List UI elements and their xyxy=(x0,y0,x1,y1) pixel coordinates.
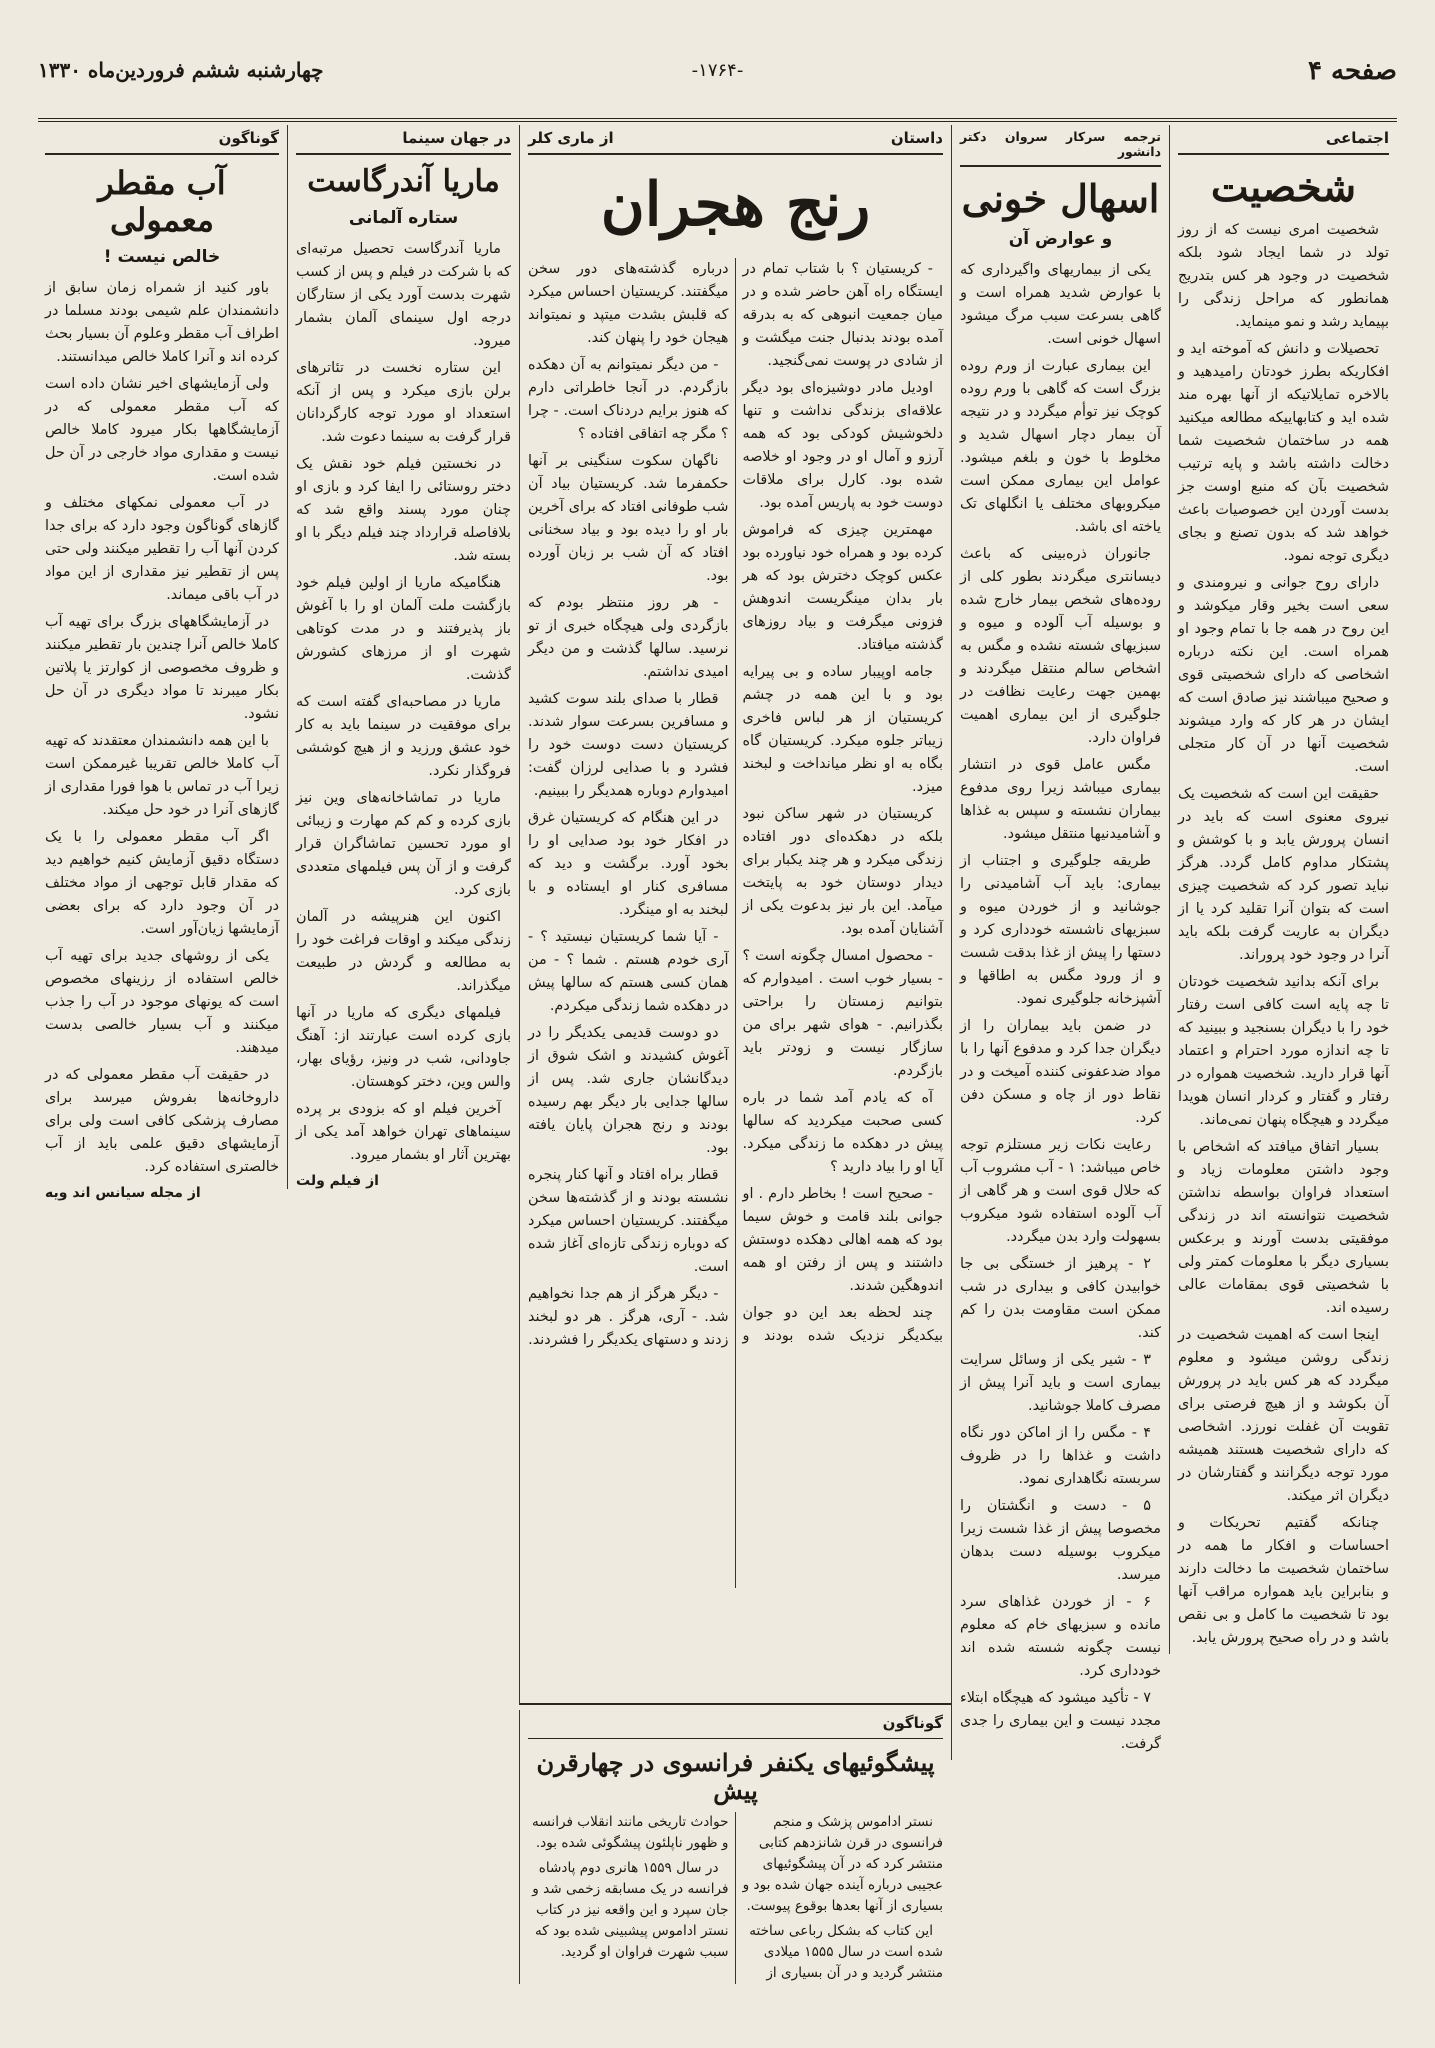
paragraph: - صحیح است ! بخاطر دارم . او جوانی بلند قامت و خوش سیما بود که همه اهالی دهکده دوستش داشتند و پس از رفتن او همه اندوهگین شدند. xyxy=(742,1186,943,1294)
paragraph: طریقه جلوگیری و اجتناب از بیماری: باید آب آشامیدنی را جوشانید و از خوردن میوه و سبزیهای ناشسته خودداری کرد و دستها را پیش از غذا بدقت شست و از ورود مگس به اطاقها و آشپزخانه جلوگیری نمود. xyxy=(960,852,1161,1007)
paragraph: - هر روز منتظر بودم که بازگردی ولی هیچگاه خبری از تو نرسید. سالها گذشت و من دیگر امیدی نداشتم. xyxy=(528,595,729,680)
paragraph: ۵ - دست و انگشتان را مخصوصا پیش از غذا شست زیرا میکروب بوسیله دست بدهان میرسد. xyxy=(960,1497,1161,1583)
paragraph: چند لحظه بعد این دو جوان بیکدیگر نزدیک شده بودند و درباره گذشته‌های دور سخن میگفتند. کریستیان احساس میکرد که قلبش بشدت میتپد و نمیتواند هیجان خود را پنهان کند. xyxy=(528,261,943,1344)
article-credit: از مجله سیانس اند ویه xyxy=(45,1184,201,1201)
section-label: گوناگون xyxy=(882,1714,943,1732)
column-cinema xyxy=(287,125,519,1189)
paragraph: یکی از روشهای جدید برای تهیه آب خالص استفاده از رزینهای مخصوص است که یونهای موجود در آب را جذب میکنند و آب بسیار خالصی بدست میدهند. xyxy=(45,947,279,1056)
article-subtitle: و عوارض آن xyxy=(1008,228,1113,249)
paragraph: ناگهان سکوت سنگینی بر آنها حکمفرما شد. کریستیان بیاد آن شب طوفانی افتاد که برای آخرین بار او را دیده بود و بیاد سخنانی افتاد که آن شب بر زبان آورده بود. xyxy=(528,453,729,584)
paragraph: دارای روح جوانی و نیرومندی و سعی است بخیر وقار میکوشد و این روح در همه جا با تمام وجود او همراه است. این نکته درباره اشخاصی که دارای شخصیتی قوی و صحیح میباشند نیز صادق است که ایشان در هر کار که وارد میشوند شخصیت آنها در آن کار متجلی است. xyxy=(1178,575,1389,775)
issue-number: -۱۷۶۴- xyxy=(691,60,744,81)
article-body xyxy=(528,1812,943,1984)
paragraph: اینجا است که اهمیت شخصیت در زندگی روشن میشود و معلوم میگردد که هر کس باید در پرورش آن بکوشد و از هیچ فرصتی برای تقویت آن غفلت نورزد. اشخاصی که دارای شخصیت هستند همیشه مورد توجه دیگرانند و گفتارشان در دیگران اثر میکند. xyxy=(1178,1327,1389,1504)
paragraph: ولی آزمایشهای اخیر نشان داده است که آب مقطر معمولی که در آزمایشگاهها بکار میرود کاملا خالص نیست و مقداری مواد خارجی در آن حل شده است. xyxy=(45,375,279,484)
article-credit: از فیلم ولت xyxy=(296,1172,379,1189)
paragraph: چنانکه گفتیم تحریکات و احساسات و افکار ما همه در ساختمان شخصیت ما دخالت دارند و بنابراین باید همواره مراقب آنها بود تا شخصیت ما کامل و بی نقص باشد و در راه صحیح پرورش یابد. xyxy=(1178,1515,1389,1646)
section-header xyxy=(528,1710,943,1739)
author: از ماری کلر xyxy=(528,129,614,147)
paragraph: اگر آب مقطر معمولی را با یک دستگاه دقیق آزمایش کنیم خواهیم دید که مقدار قابل توجهی از مواد مختلف در آن وجود دارد که برای بعضی آزمایشها زیان‌آور است. xyxy=(45,828,279,937)
paragraph: ۲ - پرهیز از خستگی بی جا خوابیدن کافی و بیداری در شب ممکن است مقاومت بدن را کم کند. xyxy=(960,1255,1161,1341)
masthead xyxy=(38,48,1397,122)
article-title: شخصیت xyxy=(1210,164,1357,211)
column-health xyxy=(951,125,1169,1760)
article-title: اسهال خونی xyxy=(961,176,1160,221)
paragraph: - محصول امسال چگونه است ؟ - بسیار خوب است . امیدوارم که بتوانیم زمستان را براحتی بگذرانیم. - هوای شهر برای من سازگار نیست و زودتر باید بازگردم. xyxy=(742,948,943,1079)
article-subtitle: ستاره آلمانی xyxy=(348,207,459,228)
section-label: اجتماعی xyxy=(1325,129,1389,147)
paragraph: ۴ - مگس را از اماکن دور نگاه داشت و غذاها را در ظروف سربسته نگاهداری نمود. xyxy=(960,1424,1161,1487)
section-header xyxy=(296,125,511,155)
paragraph: حقیقت این است که شخصیت یک نیروی معنوی است که باید در انسان پرورش یابد و با کوشش و پشتکار مداوم کامل گردد. هرگز نباید تصور کرد که شخصیت چیزی است که بتوان آنرا تقلید کرد یا از دیگران به عاریت گرفت بلکه باید آنرا در وجود خود پروراند. xyxy=(1178,786,1389,963)
article-body xyxy=(1178,219,1389,1650)
paragraph: در نخستین فیلم خود نقش یک دختر روستائی را ایفا کرد و بازی او چنان مورد پسند واقع شد که بلافاصله قرارداد چند فیلم دیگر با او بسته شد. xyxy=(296,455,511,564)
paragraph: اکنون این هنرپیشه در آلمان زندگی میکند و اوقات فراغت خود را به مطالعه و گردش در طبیعت میگذراند. xyxy=(296,908,511,994)
paragraph: فیلمهای دیگری که ماریا در آنها بازی کرده است عبارتند از: آهنگ جاودانی، شب در ونیز، رؤیای بهار، والس وین، دختر کوهستان. xyxy=(296,1004,511,1090)
paragraph: اودیل مادر دوشیزه‌ای بود دیگر علاقه‌ای بزندگی نداشت و تنها دلخوشیش کودکی بود که همه آرزو و آمال او در وجود او خلاصه شده بود. کارل برای ملاقات دوست خود به پاریس آمده بود. xyxy=(742,380,943,511)
paragraph: مگس عامل قوی در انتشار بیماری میباشد زیرا روی مدفوع بیماران نشسته و سپس به غذاها و آشامیدنیها منتقل میشود. xyxy=(960,756,1161,842)
paragraph: مهمترین چیزی که فراموش کرده بود و همراه خود نیاورده بود عکس کوچک دخترش بود که هر بار بدان مینگریست اندوهش فزونی میگرفت و بیاد روزهای گذشته میافتاد. xyxy=(742,522,943,653)
paragraph: جانوران ذره‌بینی که باعث دیسانتری میگردند بطور کلی از روده‌های شخص بیمار خارج شده و بوسیله آب آلوده و میوه و سبزیهای شسته نشده و مگس به اشخاص سالم منتقل میگردند و بهمین جهت رعایت نظافت در جلوگیری از این بیماری اهمیت فراوان دارد. xyxy=(960,545,1161,746)
paragraph: در آزمایشگاههای بزرگ برای تهیه آب کاملا خالص آنرا چندین بار تقطیر میکنند و ظروف مخصوصی از کوارتز یا پلاتین بکار میبرند تا مواد دیگری در آن حل نشود. xyxy=(45,613,279,722)
article-body xyxy=(528,258,943,1588)
paragraph: این ستاره نخست در تئاترهای برلن بازی میکرد و پس از آنکه استعداد او مورد توجه کارگردانان قرار گرفت به سینما دعوت شد. xyxy=(296,359,511,445)
page-label: صفحه ۴ xyxy=(1308,56,1397,86)
paragraph: این بیماری عبارت از ورم روده بزرگ است که گاهی با ورم روده کوچک نیز توأم میگردد و در نتیجه آن بیمار دچار اسهال شدید و مخلوط با خون و بلغم میشود. عوامل این بیماری ممکن است میکروبهای مختلف یا انگلهای تک یاخته ای باشد. xyxy=(960,357,1161,535)
issue-date: چهارشنبه ششم فروردین‌ماه ۱۳۳۰ xyxy=(38,58,324,82)
article-body xyxy=(45,277,279,1179)
article-title: ماریا آندرگاست xyxy=(307,164,500,199)
paragraph: آه که یادم آمد شما در باره کسی صحبت میکردید که سالها پیش در دهکده ما زندگی میکرد. آیا او را بیاد دارید ؟ xyxy=(742,1090,943,1175)
paragraph: هنگامیکه ماریا از اولین فیلم خود بازگشت ملت آلمان او را با آغوش باز پذیرفتند و در مدت کوتاهی شهرت او از مرزهای کشورش گذشت. xyxy=(296,574,511,683)
paragraph: ماریا آندرگاست تحصیل مرتبه‌ای که با شرکت در فیلم و پس از کسب شهرت بدست آورد یکی از ستارگان درجه اول سینمای آلمان بشمار میرود. xyxy=(296,240,511,349)
paragraph: - آیا شما کریستیان نیستید ؟ - آری خودم هستم . شما ؟ - من همان کسی هستم که سالها پیش در دهکده شما زندگی میکردم. xyxy=(528,929,729,1014)
column-misc xyxy=(37,125,287,1201)
paragraph: یکی از بیماریهای واگیرداری که با عوارض شدید همراه است و گاهی بسرعت سبب مرگ میشود اسهال خونی است. xyxy=(960,261,1161,347)
byline: ترجمه سرکار سروان دکتر دانشور xyxy=(960,129,1161,159)
paragraph: باور کنید از شمراه زمان سابق از دانشمندان علم شیمی بودند مسلما در اطراف آب مقطر وعلوم آن بسیار بحث کرده اند و آنرا کاملا خالص میدانستند. xyxy=(45,279,279,365)
paragraph: ۳ - شیر یکی از وسائل سرایت بیماری است و باید آنرا پیش از مصرف کاملا جوشانید. xyxy=(960,1351,1161,1414)
paragraph: این کتاب که بشکل رباعی ساخته شده است در سال ۱۵۵۵ میلادی منتشر گردید و در آن بسیاری از حوادث تاریخی مانند انقلاب فرانسه و ظهور ناپلئون پیشگوئی شده بود. xyxy=(532,1814,943,1982)
paragraph: دو دوست قدیمی یکدیگر را در آغوش کشیدند و اشک شوق از دیدگانشان جاری شد. پس از سالها جدایی بار دیگر بهم رسیده بودند و رنج هجران پایان یافته بود. xyxy=(528,1025,729,1156)
paragraph: - کریستیان ؟ با شتاب تمام در ایستگاه راه آهن حاضر شده و در میان جمعیت انبوهی که به بدرقه آمده بودند بدنبال جنت میگشت و از شادی در پوست نمی‌گنجید. xyxy=(742,261,943,369)
paragraph: نستر اداموس پزشک و منجم فرانسوی در قرن شانزدهم کتابی منتشر کرد که در آن پیشگوئیهای عجیبی درباره آینده جهان شده بود و بسیاری از آنها بعدها بوقوع پیوست. xyxy=(742,1814,943,1915)
paragraph: - دیگر هرگز از هم جدا نخواهیم شد. - آری، هرگز . هر دو لبخند زدند و دستهای یکدیگر را فشردند. xyxy=(528,1286,729,1348)
paragraph: برای آنکه بدانید شخصیت خودتان تا چه پایه است کافی است رفتار خود را با دیگران بسنجید و ببینید که تا چه اندازه مورد احترام و اعتماد آنها قرار دارید. شخصیت همواره در رفتار و گفتار و کردار انسان هویدا میگردد و هیچگاه پنهان نمی‌ماند. xyxy=(1178,974,1389,1128)
paragraph: - من دیگر نمیتوانم به آن دهکده بازگردم. در آنجا خاطراتی دارم که هنوز برایم دردناک است. - چرا ؟ مگر چه اتفاقی افتاده ؟ xyxy=(528,357,729,442)
article-title: آب مقطر معمولی xyxy=(98,164,226,239)
paragraph: در این هنگام که کریستیان غرق در افکار خود بود صدایی او را بخود آورد. برگشت و دید که مسافری کنار او ایستاده و با لبخند به او مینگرد. xyxy=(528,810,729,918)
paragraph: ماریا در تماشاخانه‌های وین نیز بازی کرده و کم کم مهارت و زیبائی او مورد تحسین تماشاگران قرار گرفت و از آن پس فیلمهای متعددی بازی کرد. xyxy=(296,789,511,898)
section-header xyxy=(528,125,943,155)
section-label: در جهان سینما xyxy=(402,129,511,147)
paragraph: شخصیت امری نیست که از روز تولد در شما ایجاد شود بلکه شخصیت در وجود هر کس بتدریج همانطور که مراحل زندگی را بپیماید رشد و نمو مینماید. xyxy=(1178,222,1389,330)
paragraph: بسیار اتفاق میافتد که اشخاص با وجود داشتن معلومات زیاد و استعداد فراوان بواسطه نداشتن شخصیت نتوانسته اند در زندگی موفقیتی بدست آورند و برعکس بسیاری دیگر با معلومات کمتر ولی با شخصیتی قوی بمقامات عالی رسیده اند. xyxy=(1178,1139,1389,1316)
paragraph: رعایت نکات زیر مستلزم توجه خاص میباشد: ۱ - آب مشروب آب که حلال قوی است و هر گاهی از آب آلوده استفاده شود میکروب بسهولت وارد بدن میگردد. xyxy=(960,1136,1161,1245)
paragraph: ۶ - از خوردن غذاهای سرد مانده و سبزیهای خام که معلوم نیست چگونه شسته شده اند خودداری کرد. xyxy=(960,1593,1161,1679)
paragraph: با این همه دانشمندان معتقدند که تهیه آب کاملا خالص تقریبا غیرممکن است زیرا آب در تماس با هوا فورا مقداری از گازهای آنرا در خود حل میکند. xyxy=(45,732,279,818)
section-label: گوناگون xyxy=(218,129,279,147)
paragraph: تحصیلات و دانش که آموخته اید و افکاریکه بطرز خودتان رامیدهید و بالاخره تمایلاتیکه از آنها بهره مند شده اید و کتابهاییکه مطالعه میکنید همه در ساختمان شخصیت شما دخالت داشته باشد و پایه ترتیب شخصیت بآن که منبع اوست جز بدست آوردن این خصوصیات باعث خواهد شد که بدون تصنع و بجای دیگری توجه نمود. xyxy=(1178,341,1389,564)
paragraph: آخرین فیلم او که بزودی بر پرده سینماهای تهران خواهد آمد یکی از بهترین آثار او بشمار میرود. xyxy=(296,1100,511,1163)
paragraph: قطار براه افتاد و آنها کنار پنجره نشسته بودند و از گذشته‌ها سخن میگفتند. کریستیان احساس میکرد که دوباره زندگی تازه‌ای آغاز شده است. xyxy=(528,1167,729,1275)
bottom-article xyxy=(519,1710,951,1984)
paragraph: در سال ۱۵۵۹ هانری دوم پادشاه فرانسه در یک مسابقه زخمی شد و جان سپرد و این واقعه نیز در کتاب نستر اداموس پیشبینی شده بود که سبب شهرت فراوان او گردید. xyxy=(532,1860,729,1961)
section-header xyxy=(960,125,1161,167)
article-title: رنج هجران xyxy=(600,170,871,240)
section-header xyxy=(45,125,279,155)
column-social xyxy=(1169,125,1397,1654)
paragraph: در ضمن باید بیماران را از دیگران جدا کرد و مدفوع آنها را با مواد ضدعفونی کننده آمیخت و در نقاط دور از چاه و مسکن دفن کرد. xyxy=(960,1017,1161,1126)
paragraph: قطار با صدای بلند سوت کشید و مسافرین بسرعت سوار شدند. کریستیان دست دوست خود را فشرد و با صدایی لرزان گفت: امیدوارم دوباره همدیگر را ببینیم. xyxy=(528,691,729,799)
paragraph: کریستیان در شهر ساکن نبود بلکه در دهکده‌ای دور افتاده زندگی میکرد و هر چند یکبار برای دیدار دوستان خود به پایتخت میآمد. این بار نیز بدعوت یکی از آشنایان آمده بود. xyxy=(742,806,943,937)
article-subtitle: خالص نیست ! xyxy=(103,246,221,267)
paragraph: ماریا در مصاحبه‌ای گفته است که برای موفقیت در سینما باید به کار خود عشق ورزید و از هیچ کوششی فروگذار نکرد. xyxy=(296,693,511,779)
article-body xyxy=(296,238,511,1167)
article-body xyxy=(960,259,1161,1756)
paragraph: ۷ - تأکید میشود که هیچگاه ابتلاء مجدد نیست و این بیماری را جدی گرفت. xyxy=(960,1689,1161,1752)
paragraph: جامه اوپیبار ساده و بی پیرایه بود و با این همه در چشم کریستیان از هر لباس فاخری زیباتر جلوه میکرد. کریستیان گاه بگاه به او نظر میانداخت و لبخند میزد. xyxy=(742,664,943,795)
column-story xyxy=(519,125,951,1705)
paragraph: در آب معمولی نمکهای مختلف و گازهای گوناگون وجود دارد که برای جدا کردن آنها آب را تقطیر میکنند ولی حتی پس از تقطیر نیز مقداری از این مواد در آب باقی میماند. xyxy=(45,494,279,603)
paragraph: در حقیقت آب مقطر معمولی که در داروخانه‌ها بفروش میرسد برای مصارف پزشکی کافی است ولی برای آزمایشهای دقیق علمی باید از آب خالصتری استفاده کرد. xyxy=(45,1066,279,1175)
article-title: پیشگوئیهای یکنفر فرانسوی در چهارقرن پیش xyxy=(536,1748,935,1805)
section-label: داستان xyxy=(890,129,943,147)
section-header xyxy=(1178,125,1389,155)
